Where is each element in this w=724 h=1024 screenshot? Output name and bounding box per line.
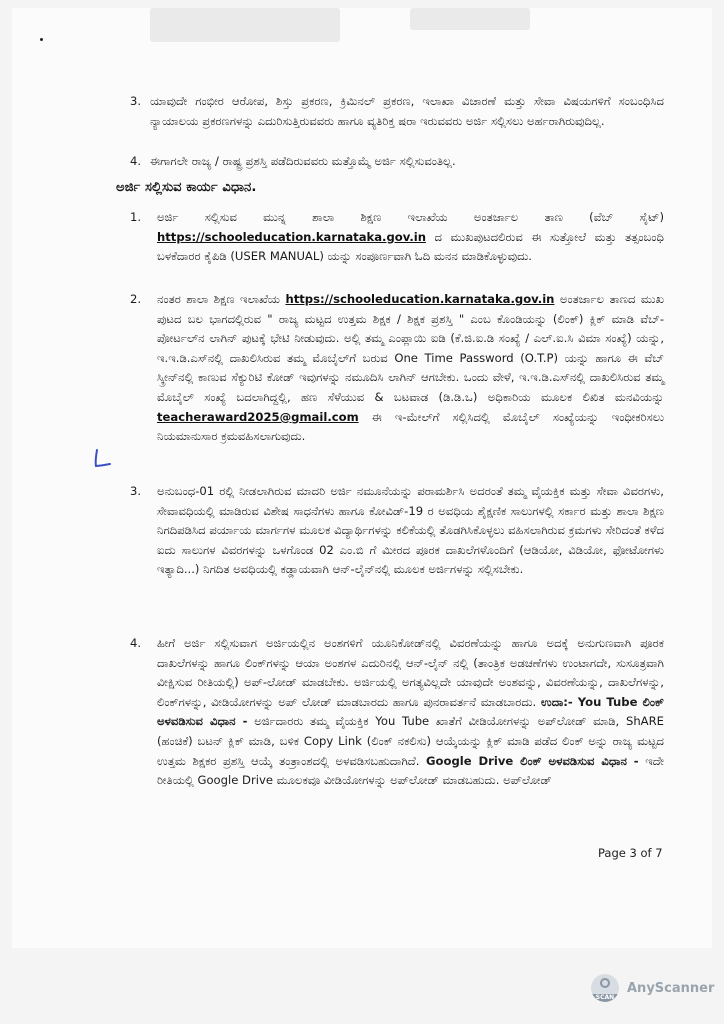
item-text: ದ ಮುಖಪುಟದಲಿರುವ ಈ ಸುತ್ತೋಲೆ ಮತ್ತು ತತ್ಸಂಬಂಧಿ ಬಳಕೆದಾರರ ಕೈಪಿಡಿ (USER MANUAL) ಯನ್ನು ಸಂಪೂರ್ಣವಾಗಿ ಓದಿ ಮನನ ಮಾಡಿಕೊಳ್ಳುವುದು. [157, 229, 664, 264]
item-text: ಅರ್ಜಿ ಸಲ್ಲಿಸುವ ಮುನ್ನ ಶಾಲಾ ಶಿಕ್ಷಣ ಇಲಾಖೆಯ ಅಂತರ್ಜಾಲ ತಾಣ (ವೆಬ್ ಸೈಟ್) [157, 210, 664, 224]
email-link[interactable]: teacheraward2025@gmail.com [157, 409, 359, 424]
list-number: 2. [130, 292, 142, 306]
watermark-name: AnyScanner [627, 980, 715, 996]
item-text: ನಂತರ ಶಾಲಾ ಶಿಕ್ಷಣ ಇಲಾಖೆಯ [157, 292, 281, 306]
website-link[interactable]: https://schooleducation.karnataka.gov.in [157, 229, 426, 244]
procedure-item-3: ಅನುಬಂಧ-01 ರಲ್ಲಿ ನೀಡಲಾಗಿರುವ ಮಾದರಿ ಅರ್ಜಿ ನಮೂನೆಯನ್ನು ಪರಾಮರ್ಶಿಸಿ ಅದರಂತೆ ತಮ್ಮ ವೈಯಕ್ತಿಕ ಮತ್ತು ಸೇವಾ ವಿವರಗಳು, ಸೇವಾವಧಿಯಲ್ಲಿ ಮಾಡಿರುವ ವಿಶೇಷ ಸಾಧನೆಗಳು ಹಾಗೂ ಕೋವಿಡ್-19 ರ ಅವಧಿಯ ಶೈಕ್ಷಣಿಕ ಸಾಲುಗಳಲ್ಲಿ ಸರ್ಕಾರ ಮತ್ತು ಶಾಲಾ ಶಿಕ್ಷಣ ನಿಗದಿಪಡಿಸಿದ ಪರ್ಯಾಯ ಮಾರ್ಗಗಳ ಮೂಲಕ ವಿದ್ಯಾರ್ಥಿಗಳನ್ನು ಕಲಿಕೆಯಲ್ಲಿ ತೊಡಗಿಸಿಕೊಳ್ಳಲು ವಹಿಸಲಾಗಿರುವ ಕ್ರಮಗಳು ಸೇರಿದಂತೆ ಕಳೆದ ಐದು ಸಾಲುಗಳ ವಿವರಗಳನ್ನು ಒಳಗೊಂಡ 02 ಎಂ.ಬಿ ಗೆ ಮೀರದ ಪೂರಕ ದಾಖಲೆಗಳೊಂದಿಗೆ (ಆಡಿಯೋ, ವಿಡಿಯೋ, ಫೋಟೋಗಳು ಇತ್ಯಾದಿ...) ನಿಗದಿತ ಅವಧಿಯಲ್ಲಿ ಕಡ್ಡಾಯವಾಗಿ ಆನ್-ಲೈನ್‌ನಲ್ಲಿ ಮೂಲಕ ಅರ್ಜಿಗಳನ್ನು ಸಲ್ಲಿಸಬೇಕು. [157, 484, 664, 577]
handwritten-mark [91, 448, 113, 470]
section-heading: ಅರ್ಜಿ ಸಲ್ಲಿಸುವ ಕಾರ್ಯ ವಿಧಾನ. [116, 180, 257, 195]
item-text: ಅಂತರ್ಜಾಲ ತಾಣದ ಮುಖ ಪುಟದ ಬಲ ಭಾಗದಲ್ಲಿರುವ " ರಾಜ್ಯ ಮಟ್ಟದ ಉತ್ತಮ ಶಿಕ್ಷಕ / ಶಿಕ್ಷಕ ಪ್ರಶಸ್ತಿ " ಎಂಬ ಕೊಂಡಿಯನ್ನು (ಲಿಂಕ್) ಕ್ಲಿಕ್ ಮಾಡಿ ವೆಬ್-ಪೋರ್ಟಲ್‌ನ ಲಾಗಿನ್ ಪುಟಕ್ಕೆ ಭೇಟಿ ನೀಡುವುದು. ಅಲ್ಲಿ ತಮ್ಮ ಎಂಪ್ಲಾಯಿ ಐಡಿ (ಕೆ.ಜಿ.ಐ.ಡಿ ಸಂಖ್ಯೆ / ಎಲ್.ಐ.ಸಿ ವಿಮಾ ಸಂಖ್ಯೆ) ಯನ್ನು, ಇ.ಇ.ಡಿ.ಎಸ್‌ನಲ್ಲಿ ದಾಖಲಿಸಿರುವ ತಮ್ಮ ಮೊಬೈಲ್‌ಗೆ ಬರುವ One Time Password (O.T.P) ಯನ್ನು ಹಾಗೂ ಈ ವೆಬ್ ಸ್ಕ್ರೀನ್‌ನಲ್ಲಿ ಕಾಣುವ ಸೆಕ್ಯುರಿಟಿ ಕೋಡ್ ಇವುಗಳನ್ನು ನಮೂದಿಸಿ ಲಾಗಿನ್ ಆಗಬೇಕು. ಒಂದು ವೇಳೆ, ಇ.ಇ.ಡಿ.ಎಸ್‌ನಲ್ಲಿ ದಾಖಲಿಸಿರುವ ತಮ್ಮ ಮೊಬೈಲ್ ಸಂಖ್ಯೆ ಬದಲಾಗಿದ್ದಲ್ಲಿ, ಹಣ ಸೆಳೆಯುವ & ಬಟವಾಡ (ಡಿ.ಡಿ.ಒ) ಅಧಿಕಾರಿಯ ಮೂಲಕ ಲಿಖಿತ ಮನವಿಯನ್ನು [157, 292, 665, 404]
list-number: 3. [130, 94, 142, 108]
item-text: ಈ ಇ-ಮೇಲ್‌ಗೆ ಸಲ್ಲಿಸಿದಲ್ಲಿ ಮೊಬೈಲ್ ಸಂಖ್ಯೆಯನ್ನು ಇಂಧೀಕರಿಸಲು ನಿಯಮಾನುಸಾರ ಕ್ರಮವಹಿಸಲಾಗುವುದು. [157, 409, 665, 444]
scan-icon-label: SCAN [591, 994, 619, 1002]
anyscanner-watermark [591, 974, 714, 1002]
eligibility-item-3: ಯಾವುದೇ ಗಂಭೀರ ಆರೋಪ, ಶಿಸ್ತು ಪ್ರಕರಣ, ಕ್ರಿಮಿನಲ್ ಪ್ರಕರಣ, ಇಲಾಖಾ ವಿಚಾರಣೆ ಮತ್ತು ಸೇವಾ ವಿಷಯಗಳಿಗೆ ಸಂಬಂಧಿಸಿದ ನ್ಯಾಯಾಲಯ ಪ್ರಕರಣಗಳನ್ನು ಎದುರಿಸುತ್ತಿರುವವರು ಹಾಗೂ ವ್ಯತಿರಿಕ್ತ ಷರಾ ಇರುವವರು ಅರ್ಜಿ ಸಲ್ಲಿಸಲು ಅರ್ಹರಾಗಿರುವುದಿಲ್ಲ. [150, 94, 664, 128]
bold-subheading: ಉದಾ:- You Tube ಲಿಂಕ್ ಅಳವಡಿಸುವ ವಿಧಾನ - [157, 694, 664, 729]
procedure-item-2 [157, 290, 664, 447]
bold-subheading: Google Drive ಲಿಂಕ್ ಅಳವಡಿಸುವ ವಿಧಾನ - [426, 753, 639, 768]
ink-dot [40, 38, 43, 41]
item-text: ಇದೇ ರೀತಿಯಲ್ಲಿ Google Drive ಮೂಲಕವೂ ವೀಡಿಯೋಗಳನ್ನು ಅಪ್‌ಲೋಡ್ ಮಾಡಬಹುದು. ಅಪ್‌ಲೋಡ್ [157, 753, 665, 788]
list-number: 1. [130, 210, 142, 224]
scan-icon [591, 974, 619, 1002]
item-text: ಹೀಗೆ ಅರ್ಜಿ ಸಲ್ಲಿಸುವಾಗ ಅರ್ಜಿಯಲ್ಲಿನ ಅಂಶಗಳಿಗೆ ಯೂನಿಕೋಡ್‌ನಲ್ಲಿ ವಿವರಣೆಯನ್ನು ಹಾಗೂ ಅದಕ್ಕೆ ಅನುಗುಣವಾಗಿ ಪೂರಕ ದಾಖಲೆಗಳನ್ನು ಹಾಗೂ ಲಿಂಕ್‌ಗಳನ್ನು ಆಯಾ ಅಂಶಗಳ ಎದುರಿನಲ್ಲಿ ಆನ್-ಲೈನ್ ನಲ್ಲಿ (ತಾಂತ್ರಿಕ ಅಡಚಣೆಗಳು ಉಂಟಾಗದೇ, ಸುಸೂತ್ರವಾಗಿ ವೀಕ್ಷಿಸುವ ರೀತಿಯಲ್ಲಿ) ಅಪ್-ಲೋಡ್ ಮಾಡಬೇಕು. ಅರ್ಜಿಯಲ್ಲಿ ಅಗತ್ಯವಿಲ್ಲದೇ ಯಾವುದೇ ಅಂಶವನ್ನು, ವಿವರಣೆಯನ್ನು, ದಾಖಲೆಗಳನ್ನು, ಲಿಂಕ್‌ಗಳನ್ನು, ವೀಡಿಯೋಗಳನ್ನು ಅಪ್ ಲೋಡ್ ಮಾಡಬಾರದು ಹಾಗೂ ಪುನರಾವರ್ತನೆ ಮಾಡಬಾರದು. [157, 636, 664, 709]
eligibility-item-4: ಈಗಾಗಲೇ ರಾಜ್ಯ / ರಾಷ್ಟ್ರ ಪ್ರಶಸ್ತಿ ಪಡೆದಿರುವವರು ಮತ್ತೊಮ್ಮೆ ಅರ್ಜಿ ಸಲ್ಲಿಸುವಂತಿಲ್ಲ. [150, 154, 456, 168]
procedure-item-4 [157, 634, 664, 791]
item-text: ಅರ್ಜಿದಾರರು ತಮ್ಮ ವೈಯಕ್ತಿಕ You Tube ಖಾತೆಗೆ ವೀಡಿಯೋಗಳನ್ನು ಅಪ್‌ಲೋಡ್ ಮಾಡಿ, ShARE (ಹಂಚಿಕೆ) ಬಟನ್ ಕ್ಲಿಕ್ ಮಾಡಿ, ಬಳಿಕ Copy Link (ಲಿಂಕ್ ನಕಲಿಸು) ಆಯ್ಕೆಯನ್ನು ಕ್ಲಿಕ್ ಮಾಡಿ ಪಡೆದ ಲಿಂಕ್ ಅನ್ನು ರಾಜ್ಯ ಮಟ್ಟದ ಉತ್ತಮ ಶಿಕ್ಷಕರ ಪ್ರಶಸ್ತಿ ಆಯ್ಕೆ ತಂತ್ರಾಂಶದಲ್ಲಿ ಅಳವಡಿಸಬಹುದಾಗಿದೆ. [157, 714, 664, 768]
list-number: 4. [130, 154, 142, 168]
page-number: Page 3 of 7 [598, 846, 663, 860]
list-number: 3. [130, 484, 142, 498]
website-link[interactable]: https://schooleducation.karnataka.gov.in [285, 292, 555, 306]
procedure-item-1 [157, 208, 664, 267]
list-number: 4. [130, 636, 142, 650]
